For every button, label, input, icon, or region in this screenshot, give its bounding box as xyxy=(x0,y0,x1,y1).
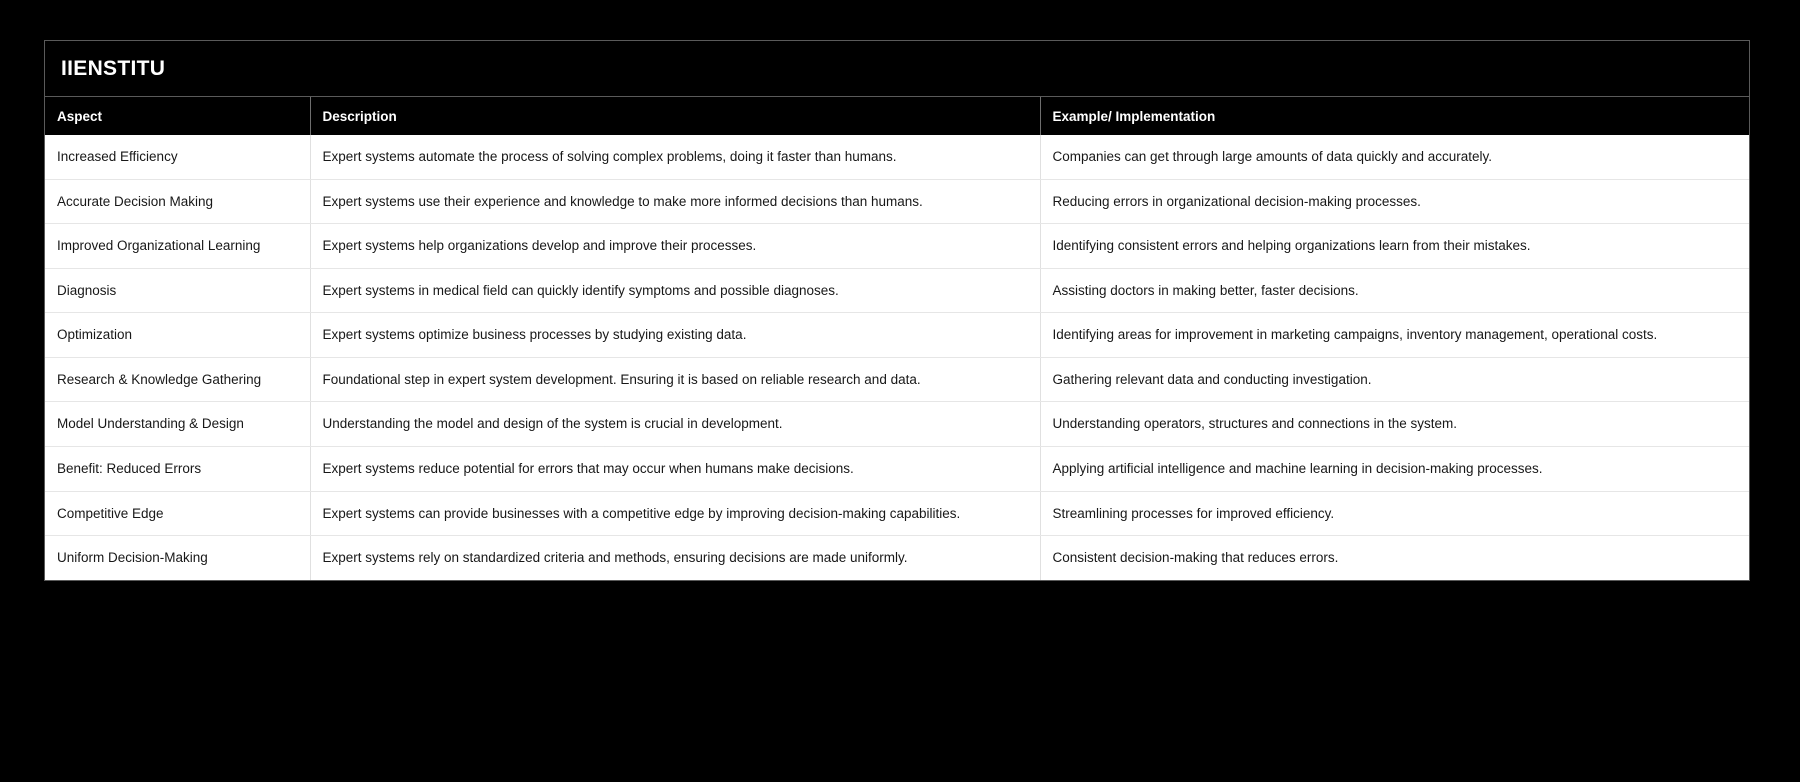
cell-example: Consistent decision-making that reduces errors. xyxy=(1040,536,1749,580)
cell-example: Identifying consistent errors and helping organizations learn from their mistakes. xyxy=(1040,224,1749,269)
column-header-description: Description xyxy=(310,97,1040,135)
table-header-row xyxy=(45,97,1749,135)
cell-description: Expert systems optimize business processes by studying existing data. xyxy=(310,313,1040,358)
cell-aspect: Competitive Edge xyxy=(45,491,310,536)
cell-example: Assisting doctors in making better, faster decisions. xyxy=(1040,268,1749,313)
cell-aspect: Benefit: Reduced Errors xyxy=(45,446,310,491)
cell-description: Expert systems can provide businesses with a competitive edge by improving decision-making capabilities. xyxy=(310,491,1040,536)
cell-example: Applying artificial intelligence and machine learning in decision-making processes. xyxy=(1040,446,1749,491)
aspects-table xyxy=(45,97,1749,580)
cell-description: Understanding the model and design of the system is crucial in development. xyxy=(310,402,1040,447)
column-header-aspect: Aspect xyxy=(45,97,310,135)
table-row xyxy=(45,135,1749,179)
table-row xyxy=(45,491,1749,536)
cell-description: Expert systems use their experience and knowledge to make more informed decisions than humans. xyxy=(310,179,1040,224)
cell-example: Companies can get through large amounts of data quickly and accurately. xyxy=(1040,135,1749,179)
cell-description: Expert systems automate the process of solving complex problems, doing it faster than humans. xyxy=(310,135,1040,179)
table-row xyxy=(45,446,1749,491)
table-body xyxy=(45,135,1749,580)
cell-example: Streamlining processes for improved efficiency. xyxy=(1040,491,1749,536)
cell-example: Gathering relevant data and conducting investigation. xyxy=(1040,357,1749,402)
cell-description: Foundational step in expert system development. Ensuring it is based on reliable research and data. xyxy=(310,357,1040,402)
cell-example: Identifying areas for improvement in marketing campaigns, inventory management, operational costs. xyxy=(1040,313,1749,358)
table-row xyxy=(45,313,1749,358)
cell-description: Expert systems rely on standardized criteria and methods, ensuring decisions are made uniformly. xyxy=(310,536,1040,580)
table-row xyxy=(45,357,1749,402)
brand-title: IIENSTITU xyxy=(61,56,166,80)
cell-description: Expert systems in medical field can quickly identify symptoms and possible diagnoses. xyxy=(310,268,1040,313)
cell-aspect: Increased Efficiency xyxy=(45,135,310,179)
cell-aspect: Optimization xyxy=(45,313,310,358)
cell-aspect: Improved Organizational Learning xyxy=(45,224,310,269)
table-row xyxy=(45,224,1749,269)
brand-bar xyxy=(45,41,1749,97)
column-header-example-implementation: Example/ Implementation xyxy=(1040,97,1749,135)
table-row xyxy=(45,268,1749,313)
table-header xyxy=(45,97,1749,135)
cell-description: Expert systems help organizations develop and improve their processes. xyxy=(310,224,1040,269)
cell-aspect: Accurate Decision Making xyxy=(45,179,310,224)
cell-aspect: Diagnosis xyxy=(45,268,310,313)
cell-example: Understanding operators, structures and connections in the system. xyxy=(1040,402,1749,447)
table-row xyxy=(45,402,1749,447)
table-row xyxy=(45,179,1749,224)
cell-example: Reducing errors in organizational decision-making processes. xyxy=(1040,179,1749,224)
cell-aspect: Model Understanding & Design xyxy=(45,402,310,447)
table-card xyxy=(44,40,1750,581)
table-row xyxy=(45,536,1749,580)
cell-aspect: Research & Knowledge Gathering xyxy=(45,357,310,402)
cell-aspect: Uniform Decision-Making xyxy=(45,536,310,580)
cell-description: Expert systems reduce potential for errors that may occur when humans make decisions. xyxy=(310,446,1040,491)
